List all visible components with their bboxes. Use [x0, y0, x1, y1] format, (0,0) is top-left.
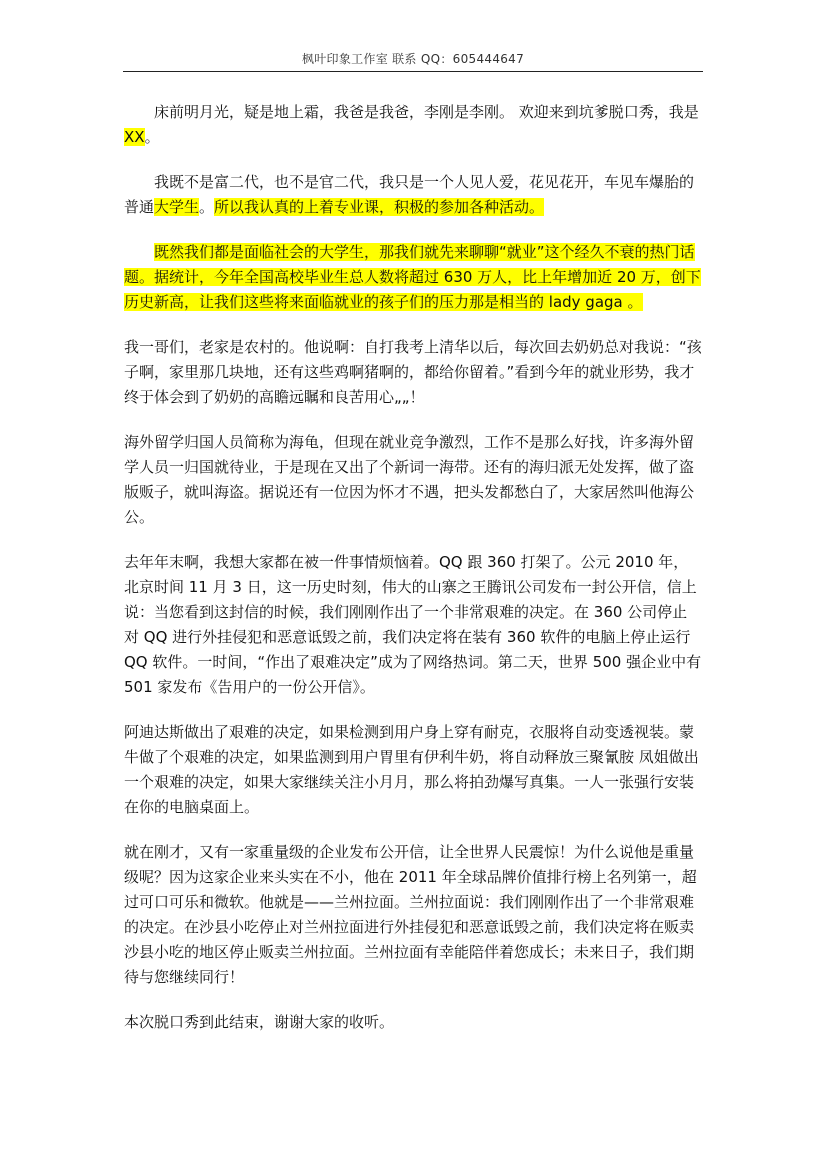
highlighted-text: 既然我们都是面临社会的大学生，那我们就先来聊聊“就业”这个经久不衰的热门话题。据统计，今年全国高校毕业生总人数将超过 630 万人，比上年增加近 20 万，创下历史新高，让我们这些将来面临就业的孩子们的压力那是相当的 lady gaga 。	[124, 243, 701, 311]
paragraph-qq-360: 去年年末啊，我想大家都在被一件事情烦恼着。QQ 跟 360 打架了。公元 2010 年，北京时间 11 月 3 日，这一历史时刻，伟大的山寨之王腾讯公司发布一封公开信，信上说：当您看到这封信的时候，我们刚刚作出了一个非常艰难的决定。在 360 公司停止对 QQ 进行外挂侵犯和恶意诋毁之前，我们决定将在装有 360 软件的电脑上停止运行 QQ 软件。一时间，“作出了艰难决定”成为了网络热词。第二天，世界 500 强企业中有 501 家发布《告用户的一份公开信》。	[124, 553, 702, 696]
document-body	[124, 100, 702, 1055]
paragraph-returnees: 海外留学归国人员简称为海龟，但现在就业竞争激烈，工作不是那么好找，许多海外留学人员一归国就待业，于是现在又出了个新词一海带。还有的海归派无处发挥，做了盗版贩子，就叫海盗。据说还有一位因为怀才不遇，把头发都愁白了，大家居然叫他海公公。	[124, 433, 695, 526]
paragraph-self-intro	[124, 170, 702, 220]
header-divider	[123, 71, 703, 72]
paragraph-intro	[124, 100, 702, 150]
paragraph-hard-decisions: 阿迪达斯做出了艰难的决定，如果检测到用户身上穿有耐克，衣服将自动变透视装。蒙牛做了个艰难的决定，如果监测到用户胃里有伊利牛奶，将自动释放三聚氰胺 凤姐做出一个艰难的决定，如果大家继续关注小月月，那么将拍劲爆写真集。一人一张强行安装在你的电脑桌面上。	[124, 723, 699, 816]
paragraph-employment	[124, 240, 702, 315]
text-run: 床前明月光，疑是地上霜，我爸是我爸，李刚是李刚。 欢迎来到坑爹脱口秀，我是	[154, 103, 699, 121]
paragraph-closing: 本次脱口秀到此结束，谢谢大家的收听。	[124, 1013, 395, 1031]
paragraph-lanzhou-lamian: 就在刚才，又有一家重量级的企业发布公开信，让全世界人民震惊！为什么说他是重量级呢？因为这家企业来头实在不小，他在 2011 年全球品牌价值排行榜上名列第一，超过可口可乐和微软。他就是——兰州拉面。兰州拉面说：我们刚刚作出了一个非常艰难的决定。在沙县小吃停止对兰州拉面进行外挂侵犯和恶意诋毁之前，我们决定将在贩卖沙县小吃的地区停止贩卖兰州拉面。兰州拉面有幸能陪伴着您成长；未来日子，我们期待与您继续同行！	[124, 843, 697, 986]
text-run: 。	[144, 128, 160, 146]
page-header: 枫叶印象工作室 联系 QQ：605444647	[301, 52, 525, 66]
text-run: 我既不是富二代，也不是官二代，我只是一个人见人爱，花见花开，车见车爆胎的普通	[124, 173, 695, 216]
highlighted-text: 大学生	[154, 198, 200, 216]
paragraph-grandma: 我一哥们，老家是农村的。他说啊：自打我考上清华以后，每次回去奶奶总对我说：“孩子啊，家里那几块地，还有这些鸡啊猪啊的，都给你留着。”看到今年的就业形势，我才终于体会到了奶奶的高瞻远瞩和良苦用心„„！	[124, 338, 702, 406]
text-run: 。	[199, 198, 215, 216]
highlighted-text: 所以我认真的上着专业课，积极的参加各种活动。	[214, 198, 545, 216]
highlighted-text: XX	[124, 128, 145, 146]
